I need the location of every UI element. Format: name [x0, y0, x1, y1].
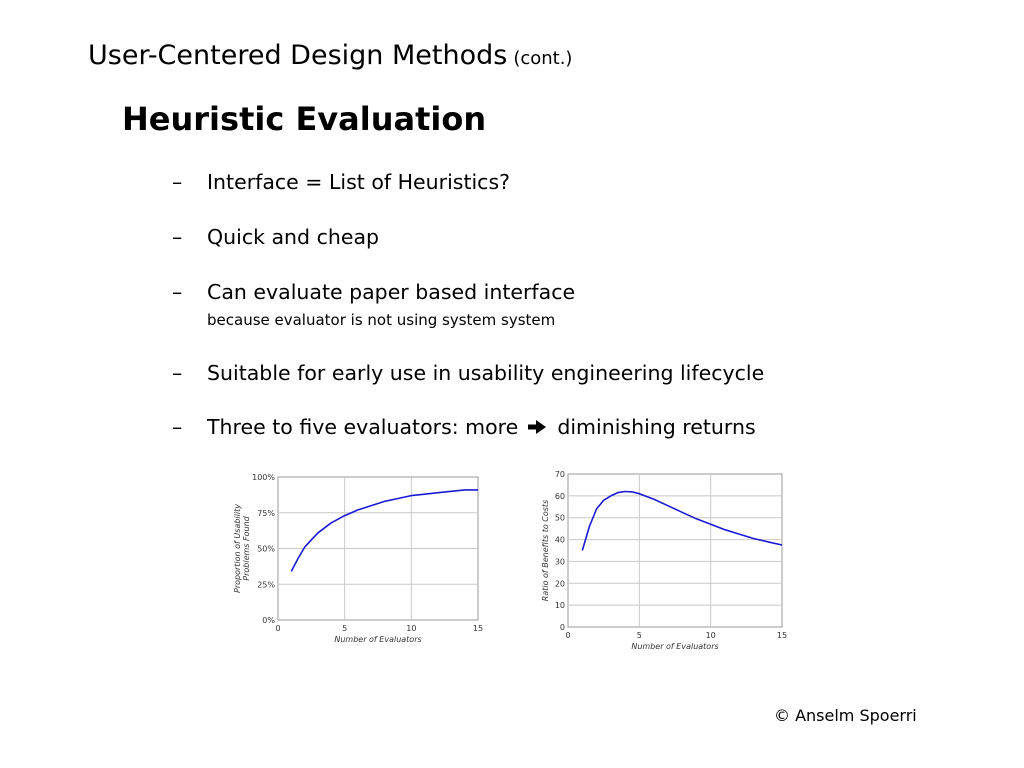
x-tick-label: 15	[776, 631, 788, 640]
y-tick-label: 30	[554, 557, 565, 567]
benefit-cost-ratio-chart	[536, 466, 796, 658]
slide-title-text: User-Centered Design Methods	[88, 40, 508, 71]
y-tick-label: 70	[554, 470, 565, 479]
bullet-text: Three to five evaluators: more	[207, 415, 519, 439]
bullet-text: Can evaluate paper based interface	[207, 280, 576, 304]
x-tick-label: 0	[275, 624, 281, 633]
y-tick-label: 0%	[262, 616, 275, 625]
bullet-marker: –	[172, 225, 183, 249]
x-tick-label: 10	[705, 631, 716, 640]
bullet-text: diminishing returns	[557, 415, 756, 439]
x-axis-label: Number of Evaluators	[631, 642, 719, 651]
usability-problems-chart	[228, 466, 498, 650]
bullet-marker: –	[172, 280, 183, 304]
bullet-text: Interface = List of Heuristics?	[207, 170, 511, 194]
y-tick-label: 25%	[257, 580, 275, 590]
y-tick-label: 20	[554, 579, 565, 589]
y-tick-label: 50%	[257, 544, 275, 554]
bullet-marker: –	[172, 361, 183, 385]
x-tick-label: 0	[565, 631, 571, 640]
y-tick-label: 10	[554, 601, 565, 611]
slide-title-suffix: (cont.)	[513, 48, 573, 69]
y-axis-label: Proportion of UsabilityProblems Found	[233, 504, 251, 593]
x-tick-label: 5	[342, 624, 348, 633]
y-tick-label: 100%	[252, 473, 275, 482]
y-axis-label: Ratio of Benefits to Costs	[541, 499, 550, 602]
x-axis-label: Number of Evaluators	[334, 635, 422, 644]
bullet-text: Quick and cheap	[207, 225, 380, 249]
bullet-marker: –	[172, 415, 183, 439]
bullet-text: Suitable for early use in usability engineering lifecycle	[207, 361, 765, 385]
y-tick-label: 40	[554, 535, 565, 545]
copyright-footer: © Anselm Spoerri	[774, 706, 917, 725]
plot-area	[568, 474, 782, 627]
y-tick-label: 60	[554, 491, 565, 501]
y-tick-label: 50	[554, 513, 565, 523]
x-tick-label: 10	[406, 624, 417, 633]
bullet-marker: –	[172, 170, 183, 194]
section-heading: Heuristic Evaluation	[122, 100, 487, 138]
bullet-text-group	[207, 415, 756, 440]
slide-title	[88, 40, 572, 71]
bullet-subtext: because evaluator is not using system system	[207, 311, 556, 329]
x-tick-label: 5	[636, 631, 642, 640]
y-tick-label: 0	[559, 623, 565, 632]
x-tick-label: 15	[472, 624, 484, 633]
right-arrow-icon	[527, 416, 547, 440]
y-tick-label: 75%	[257, 508, 275, 518]
